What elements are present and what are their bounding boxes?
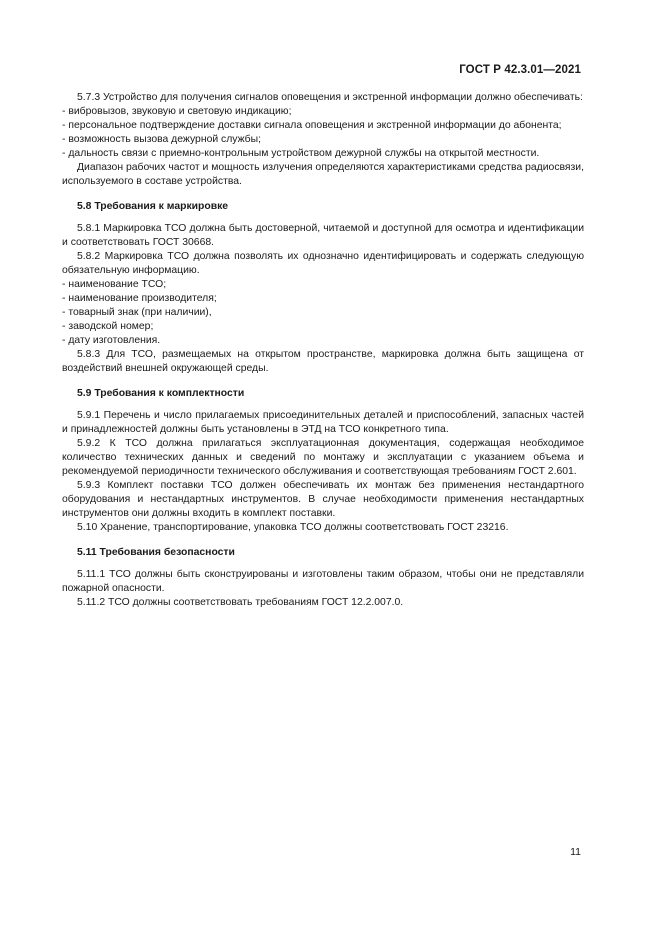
list-item: - наименование производителя; bbox=[62, 293, 217, 304]
clause-5-11-1: 5.11.1 ТСО должны быть сконструированы и изготовлены таким образом, чтобы они не представляли пожарной опасности. bbox=[62, 569, 584, 594]
list-item: - заводской номер; bbox=[62, 321, 154, 332]
clause-5-9-3: 5.9.3 Комплект поставки ТСО должен обеспечивать их монтаж без применения нестандартного оборудования и нестандартных инструментов. В случае необходимости применения нестандартных инструментов они должны входить в комплект поставки. bbox=[62, 480, 584, 519]
document-body bbox=[62, 91, 584, 610]
list-item: - персональное подтверждение доставки сигнала оповещения и экстренной информации до абонента; bbox=[62, 120, 562, 131]
clause-5-8-2: 5.8.2 Маркировка ТСО должна позволять их однозначно идентифицировать и содержать следующую обязательную информацию. bbox=[62, 251, 584, 276]
clause-5-7-3: 5.7.3 Устройство для получения сигналов оповещения и экстренной информации должно обеспечивать: bbox=[77, 92, 583, 103]
list-item: - наименование ТСО; bbox=[62, 279, 167, 290]
list-item: - возможность вызова дежурной службы; bbox=[62, 134, 261, 145]
clause-5-9-2: 5.9.2 К ТСО должна прилагаться эксплуатационная документация, содержащая необходимое количество технических данных и сведений по монтажу и эксплуатации с указанием объема и рекомендуемой периодичности технического обслуживания и соответствующая требованиям ГОСТ 2.601. bbox=[62, 438, 584, 477]
clause-5-8-1: 5.8.1 Маркировка ТСО должна быть достоверной, читаемой и доступной для осмотра и идентификации и соответствовать ГОСТ 30668. bbox=[62, 223, 584, 248]
clause-5-10: 5.10 Хранение, транспортирование, упаковка ТСО должны соответствовать ГОСТ 23216. bbox=[77, 522, 509, 533]
clause-5-7-3-note: Диапазон рабочих частот и мощность излучения определяются характеристиками средства радиосвязи, используемого в составе устройства. bbox=[62, 162, 584, 187]
section-heading-5-9: 5.9 Требования к комплектности bbox=[77, 388, 245, 399]
list-item: - товарный знак (при наличии), bbox=[62, 307, 212, 318]
clause-5-9-1: 5.9.1 Перечень и число прилагаемых присоединительных деталей и приспособлений, запасных частей и принадлежностей должны быть установлены в ЭТД на ТСО конкретного типа. bbox=[62, 410, 584, 435]
list-item: - вибровызов, звуковую и световую индикацию; bbox=[62, 106, 292, 117]
section-heading-5-8: 5.8 Требования к маркировке bbox=[77, 201, 229, 212]
section-heading-5-11: 5.11 Требования безопасности bbox=[77, 547, 235, 558]
page-number: 11 bbox=[570, 846, 581, 858]
list-item: - дальность связи с приемно-контрольным устройством дежурной службы на открытой местности. bbox=[62, 148, 540, 159]
clause-5-11-2: 5.11.2 ТСО должны соответствовать требованиям ГОСТ 12.2.007.0. bbox=[77, 597, 404, 608]
document-code-header: ГОСТ Р 42.3.01—2021 bbox=[459, 64, 581, 76]
clause-5-8-3: 5.8.3 Для ТСО, размещаемых на открытом пространстве, маркировка должна быть защищена от воздействий внешней окружающей среды. bbox=[62, 349, 584, 374]
list-item: - дату изготовления. bbox=[62, 335, 161, 346]
